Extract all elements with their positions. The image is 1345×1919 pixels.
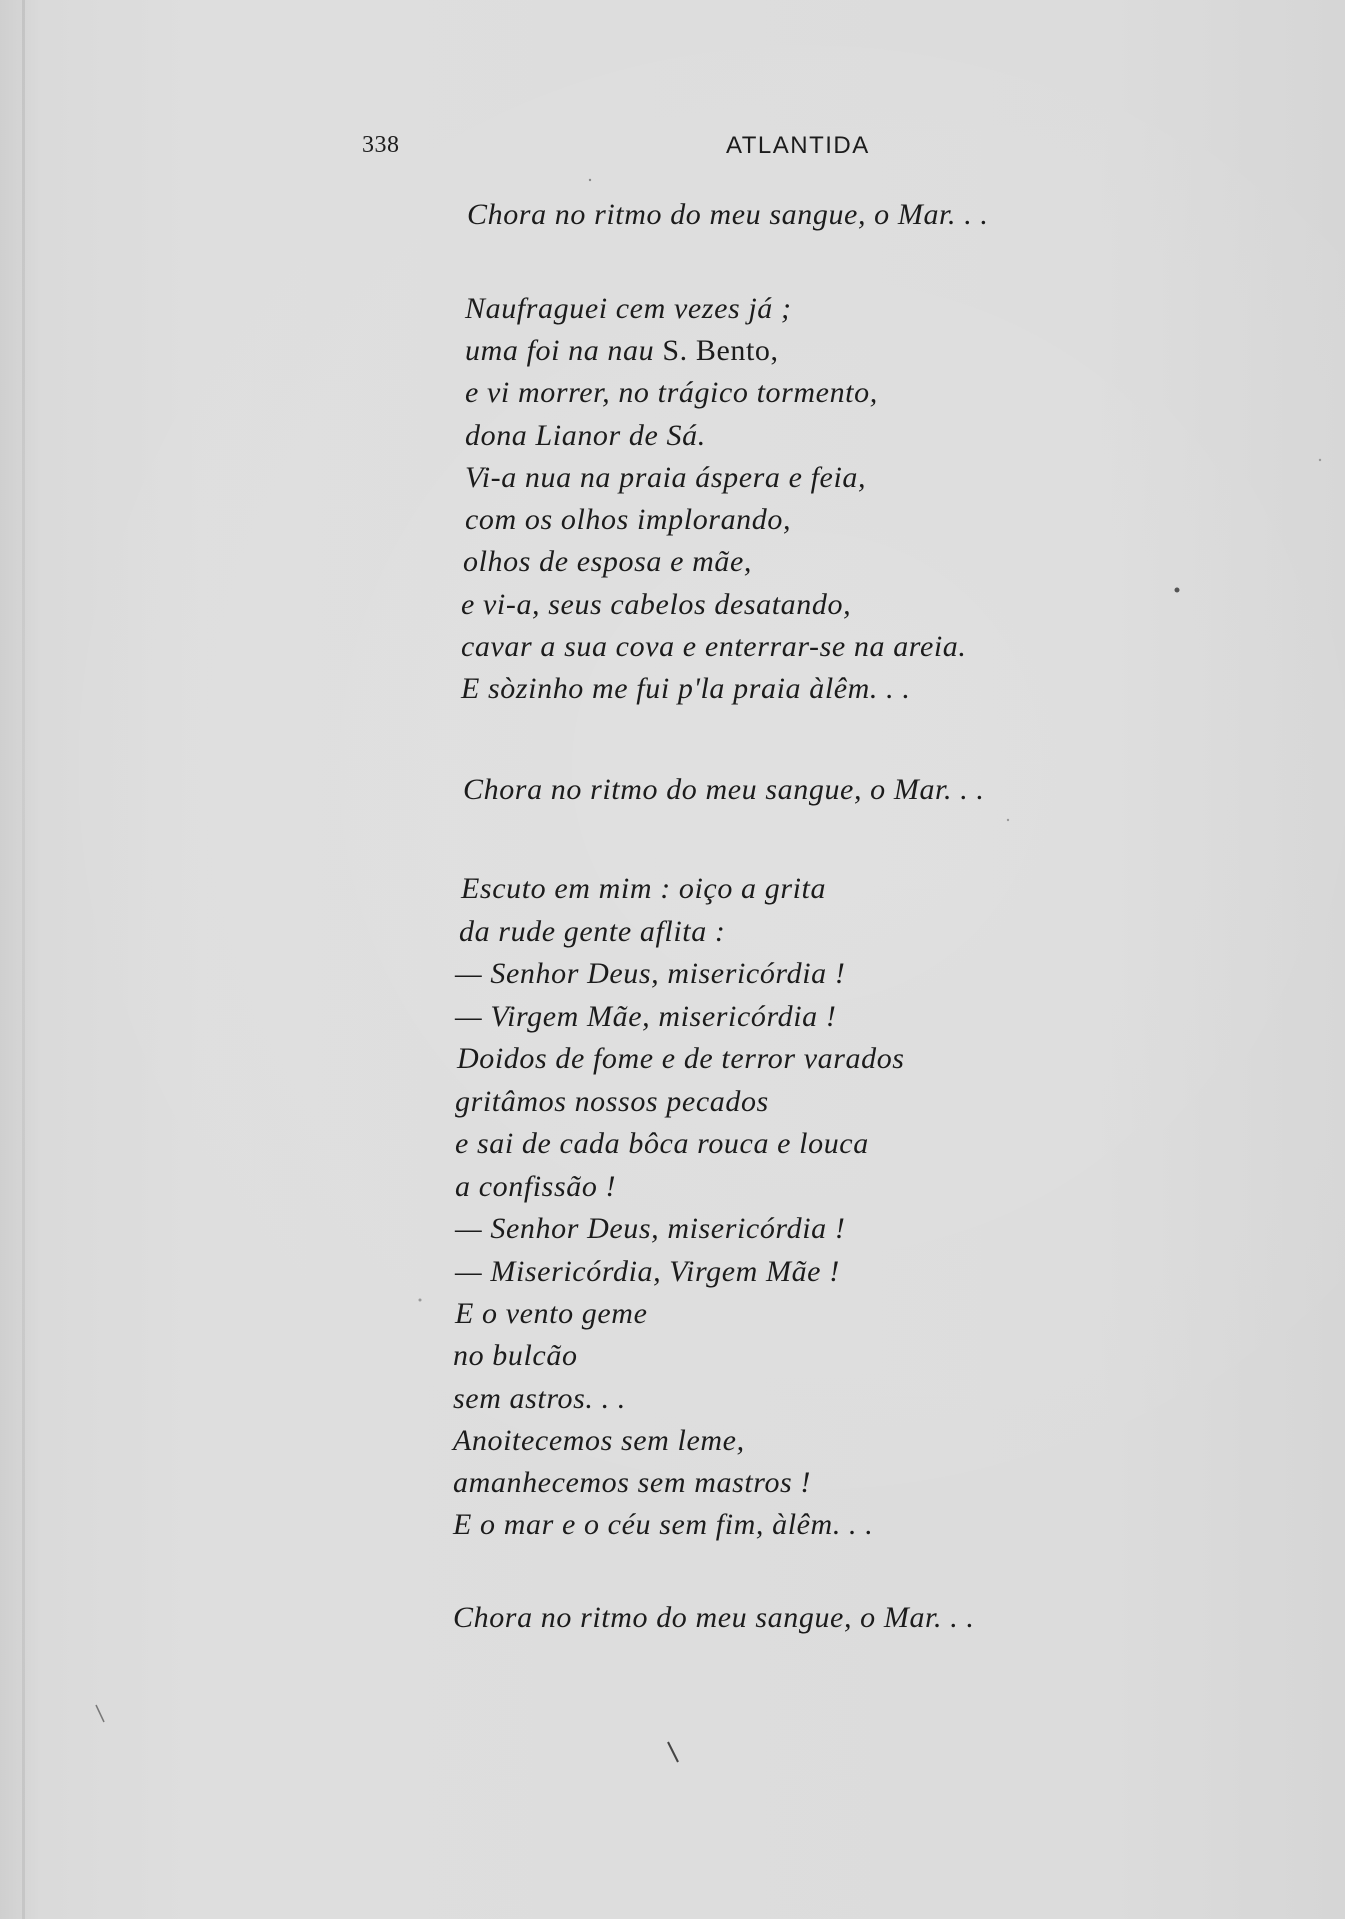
verse-line: dona Lianor de Sá.	[465, 419, 706, 452]
verse-line: Naufraguei cem vezes já ;	[465, 292, 792, 325]
verse-line: gritâmos nossos pecados	[455, 1085, 769, 1118]
verse-line: sem astros. . .	[453, 1382, 626, 1415]
verse-line: Vi-a nua na praia áspera e feia,	[465, 461, 867, 494]
verse-line: e vi morrer, no trágico tormento,	[465, 376, 878, 409]
verse-line: com os olhos implorando,	[465, 503, 792, 536]
verse-line: E sòzinho me fui p'la praia àlêm. . .	[461, 672, 911, 705]
verse-line: uma foi na nau S. Bento,	[465, 334, 779, 367]
verse-line: cavar a sua cova e enterrar-se na areia.	[461, 630, 967, 663]
verse-line: a confissão !	[455, 1170, 617, 1203]
verse-line: da rude gente aflita :	[459, 915, 726, 948]
verse-line: — Misericórdia, Virgem Mãe !	[455, 1255, 840, 1288]
verse-line: amanhecemos sem mastros !	[453, 1466, 812, 1499]
verse-line: — Senhor Deus, misericórdia !	[455, 1212, 846, 1245]
verse-line: Doidos de fome e de terror varados	[457, 1042, 905, 1075]
running-title: ATLANTIDA	[726, 132, 870, 159]
refrain-line: Chora no ritmo do meu sangue, o Mar. . .	[467, 198, 989, 231]
verse-line: E o mar e o céu sem fim, àlêm. . .	[453, 1508, 874, 1541]
verse-line: Escuto em mim : oiço a grita	[461, 872, 827, 905]
verse-line: e vi-a, seus cabelos desatando,	[461, 588, 852, 621]
refrain-line: Chora no ritmo do meu sangue, o Mar. . .	[463, 773, 985, 806]
verse-line: Anoitecemos sem leme,	[453, 1424, 745, 1457]
refrain-line: Chora no ritmo do meu sangue, o Mar. . .	[453, 1601, 975, 1634]
page-number: 338	[362, 132, 400, 158]
verse-line: no bulcão	[453, 1339, 578, 1372]
verse-line: E o vento geme	[455, 1297, 648, 1330]
verse-line: — Virgem Mãe, misericórdia !	[455, 1000, 837, 1033]
verse-line: — Senhor Deus, misericórdia !	[455, 957, 846, 990]
verse-line: e sai de cada bôca rouca e louca	[455, 1127, 869, 1160]
verse-line: olhos de esposa e mãe,	[463, 545, 752, 578]
